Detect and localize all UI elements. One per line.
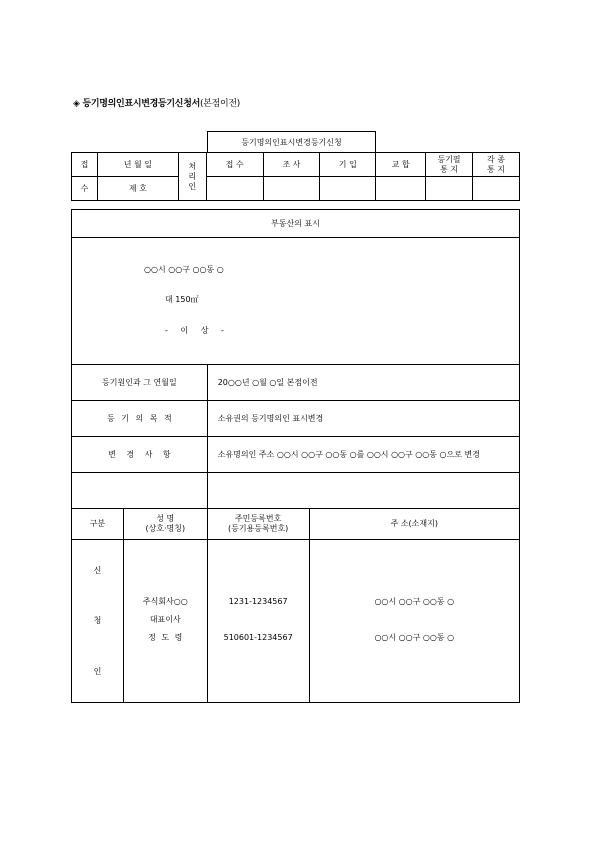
header-address: 주 소(소재지): [309, 509, 519, 540]
receipt-cell-3: [320, 177, 376, 201]
company-address: ○○시 ○○구 ○○동 ○: [374, 597, 455, 606]
header-id-number: 주민등록번호 (등기용등록번호): [207, 509, 309, 540]
representative-id-number: 510601-1234567: [223, 633, 293, 642]
receipt-col-5: 등기필 통 지: [426, 153, 473, 177]
applicant-role: [72, 540, 124, 703]
role-char: 인: [93, 667, 102, 676]
purpose-value: 소유권의 등기명의인 표시변경: [207, 401, 519, 437]
company-name: 주식회사○○: [142, 597, 188, 606]
receipt-cell-6: [473, 177, 520, 201]
receipt-number-label: 제 호: [97, 177, 178, 201]
receipt-caption: 등기명의인표시변경등기신청: [207, 131, 376, 153]
document-title: [73, 96, 240, 109]
applicant-address: [309, 540, 519, 703]
change-label: 변 경 사 항: [72, 437, 208, 473]
property-address: ○○시 ○○구 ○○동 ○: [144, 265, 224, 274]
role-char: 신: [93, 566, 102, 575]
property-header: 부동산의 표시: [72, 210, 520, 238]
receipt-handler-label: 처 리 인: [178, 153, 206, 201]
purpose-label: 등 기 의 목 적: [72, 401, 208, 437]
receipt-jeop-label: 접: [72, 153, 98, 177]
receipt-col-4: 교 합: [376, 153, 426, 177]
header-category: 구분: [72, 509, 124, 540]
receipt-col-3: 기 입: [320, 153, 376, 177]
header-name: 성 명 (상호·명칭): [123, 509, 207, 540]
receipt-col-2: 조 사: [263, 153, 320, 177]
title-main: 등기명의인표시변경등기신청서: [82, 99, 200, 109]
receipt-cell-1: [206, 177, 263, 201]
company-reg-number: 1231-1234567: [228, 597, 288, 606]
receipt-cell-5: [426, 177, 473, 201]
applicant-id: [207, 540, 309, 703]
property-description: [72, 238, 520, 365]
role-char: 청: [93, 616, 102, 625]
application-table: [71, 209, 520, 703]
representative-address: ○○시 ○○구 ○○동 ○: [374, 633, 455, 642]
receipt-table: [71, 152, 520, 201]
receipt-cell-2: [263, 177, 320, 201]
property-end-mark: - 이 상 -: [165, 326, 224, 335]
receipt-su-label: 수: [72, 177, 98, 201]
diamond-marker-icon: ◈: [73, 99, 80, 109]
receipt-col-6: 각 종 통 지: [473, 153, 520, 177]
cause-value: 20○○년 ○월 ○일 본점이전: [207, 365, 519, 401]
applicant-name: [123, 540, 207, 703]
receipt-cell-4: [376, 177, 426, 201]
receipt-date-label: 년 월 일: [97, 153, 178, 177]
blank-label: [72, 473, 208, 509]
receipt-col-1: 접 수: [206, 153, 263, 177]
representative-name: 정 도 령: [148, 633, 183, 642]
representative-title: 대표이사: [149, 615, 181, 624]
cause-label: 등기원인과 그 연월일: [72, 365, 208, 401]
change-value: 소유명의인 주소 ○○시 ○○구 ○○동 ○를 ○○시 ○○구 ○○동 ○으로 변경: [207, 437, 519, 473]
title-sub: (본점이전): [200, 99, 240, 109]
property-area: 대 150㎡: [165, 295, 199, 304]
blank-value: [207, 473, 519, 509]
